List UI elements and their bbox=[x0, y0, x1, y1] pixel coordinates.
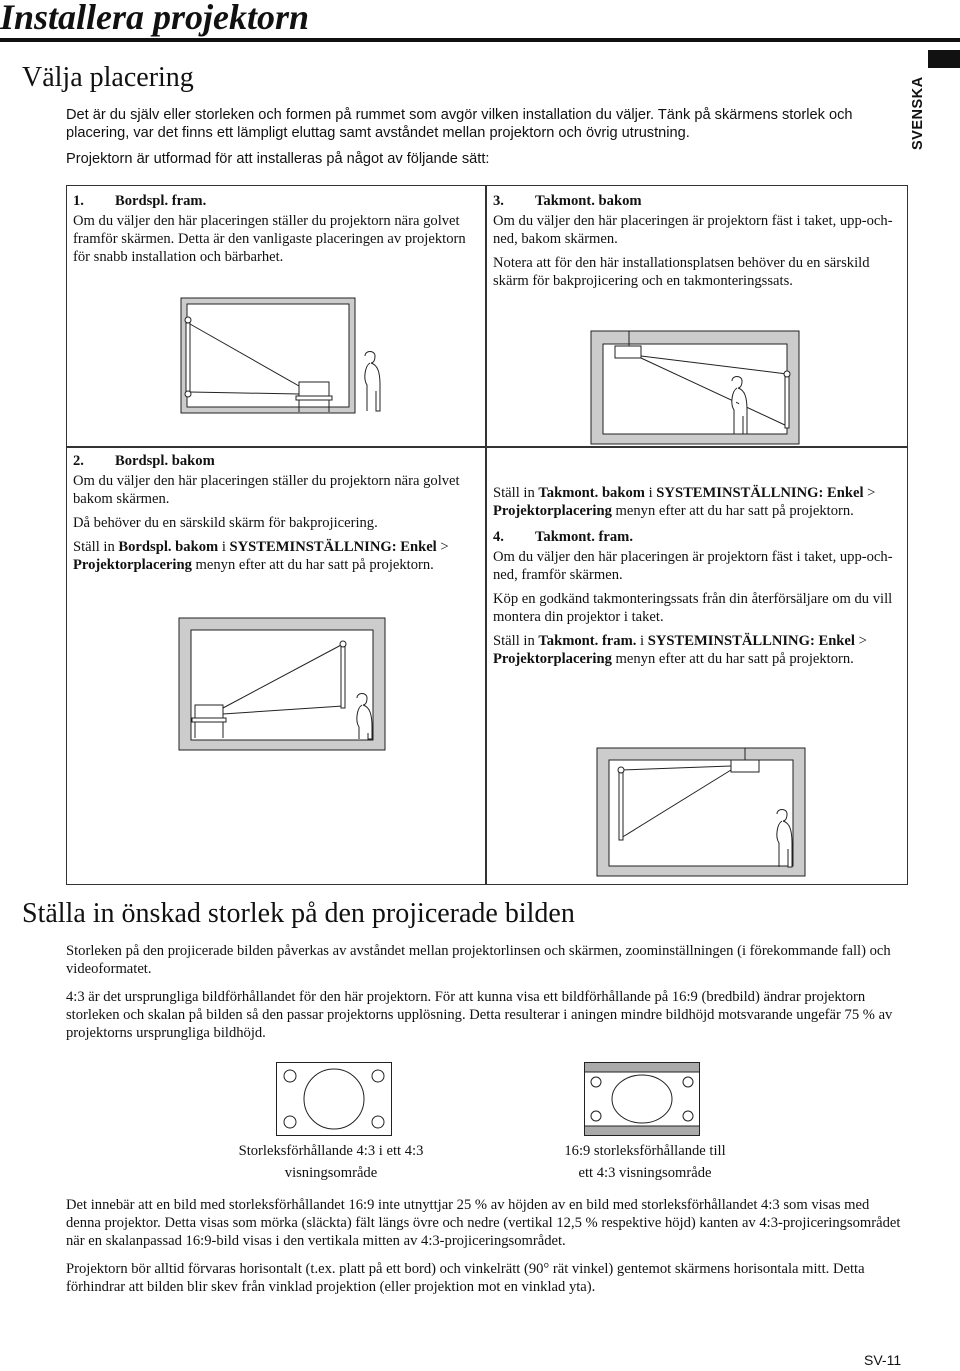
language-tab-marker bbox=[928, 50, 960, 68]
menu-instruction: Ställ in Takmont. fram. i SYSTEMINSTÄLLNING: Enkel > Projektorplacering menyn efter att du har satt på projektorn. bbox=[493, 633, 867, 667]
caption-16-9-line-2: ett 4:3 visningsområde bbox=[578, 1165, 712, 1181]
option-text: Om du väljer den här placeringen ställer du projektorn nära golvet framför skärmen. Detta är den vanligaste placeringen av projektorn för snabb installation och bärbarhet. bbox=[73, 213, 466, 265]
menu-instruction: Ställ in Bordspl. bakom i SYSTEMINSTÄLLNING: Enkel > Projektorplacering menyn efter att du har satt på projektorn. bbox=[73, 539, 449, 573]
option-number: 3. bbox=[493, 193, 504, 209]
size-paragraph-2: 4:3 är det ursprungliga bildförhållandet för den här projektorn. För att kunna visa ett bildförhållande på 16:9 (bredbild) ändrar projektorn storleken och skalan på bilden så den passar projektorns upplösning. Detta resulterar i aningen mindre bildhöjd motsvarande ungefär 75 % av projektorns ursprungliga bildhöjd. bbox=[66, 989, 893, 1041]
option-number: 4. bbox=[493, 529, 504, 545]
floor-rear-illustration bbox=[67, 448, 487, 886]
title-rule bbox=[0, 38, 960, 42]
caption-4-3-line-2: visningsområde bbox=[284, 1165, 378, 1181]
option-number: 2. bbox=[73, 453, 84, 469]
ceiling-front-illustration bbox=[487, 448, 909, 886]
option-title: Takmont. fram. bbox=[535, 529, 633, 545]
menu-instruction: Ställ in Takmont. bakom i SYSTEMINSTÄLLNING: Enkel > Projektorplacering menyn efter att du har satt på projektorn. bbox=[493, 485, 876, 519]
placement-heading: Välja placering bbox=[22, 62, 194, 93]
option-text: Då behöver du en särskild skärm för bakprojicering. bbox=[73, 515, 378, 531]
option-cell-4 bbox=[486, 447, 908, 885]
option-number: 1. bbox=[73, 193, 84, 209]
option-text: Om du väljer den här placeringen ställer du projektorn nära golvet bakom skärmen. bbox=[73, 473, 460, 507]
ceiling-rear-illustration bbox=[487, 186, 909, 448]
placement-intro-2: Projektorn är utformad för att installeras på något av följande sätt: bbox=[66, 151, 490, 167]
caption-16-9-line-1: 16:9 storleksförhållande till bbox=[564, 1143, 726, 1159]
caption-4-3-line-1: Storleksförhållande 4:3 i ett 4:3 bbox=[238, 1143, 424, 1159]
option-text: Notera att för den här installationsplatsen behöver du en särskild skärm för bakprojicering och en takmonteringssats. bbox=[493, 255, 870, 289]
size-paragraph-1: Storleken på den projicerade bilden påverkas av avståndet mellan projektorlinsen och skärmen, zoominställningen (i förekommande fall) och videoformatet. bbox=[66, 943, 891, 977]
size-paragraph-4: Projektorn bör alltid förvaras horisontalt (t.ex. platt på ett bord) och vinkelrätt (90° rät vinkel) gentemot skärmens horisontala mitt. Detta förhindrar att bilden blir skev från vinklad projektion (eller projektion mot en vinklad yta). bbox=[66, 1261, 865, 1295]
option-title: Bordspl. fram. bbox=[115, 193, 207, 209]
size-paragraph-3: Det innebär att en bild med storleksförhållandet 16:9 inte utnyttjar 25 % av höjden av en bild med storleksförhållandet 4:3 som visas med denna projektor. Detta visas som mörka (släckta) fält längs övre och nedre (vertikal 12,5 % respektive höjd) kanten av 4:3-projiceringsområdet när en skalanpassad 16:9-bild visas i den vertikala mitten av 4:3-projiceringsområdet. bbox=[66, 1197, 901, 1249]
option-cell-1 bbox=[66, 185, 486, 447]
option-title: Takmont. bakom bbox=[535, 193, 642, 209]
option-cell-3 bbox=[486, 185, 908, 447]
floor-front-illustration bbox=[67, 186, 487, 448]
option-cell-2 bbox=[66, 447, 486, 885]
aspect-4-3-diagram bbox=[276, 1062, 392, 1136]
page-title: Installera projektorn bbox=[0, 0, 310, 37]
language-tab-label: SVENSKA bbox=[910, 76, 926, 150]
option-text: Köp en godkänd takmonteringssats från din återförsäljare om du vill montera din projektor i taket. bbox=[493, 591, 893, 625]
option-text: Om du väljer den här placeringen är projektorn fäst i taket, upp-och-ned, framför skärmen. bbox=[493, 549, 893, 583]
size-heading: Ställa in önskad storlek på den projicerade bilden bbox=[22, 898, 575, 929]
page-number: SV-11 bbox=[864, 1352, 902, 1368]
option-text: Om du väljer den här placeringen är projektorn fäst i taket, upp-och-ned, bakom skärmen. bbox=[493, 213, 893, 247]
option-title: Bordspl. bakom bbox=[115, 453, 215, 469]
aspect-16-9-diagram bbox=[584, 1062, 700, 1136]
placement-intro: Det är du själv eller storleken och formen på rummet som avgör vilken installation du väljer. Tänk på skärmens storlek och placering, var det finns ett lämpligt eluttag samt avståndet mellan projektorn och övrig utrustning. bbox=[66, 107, 853, 141]
